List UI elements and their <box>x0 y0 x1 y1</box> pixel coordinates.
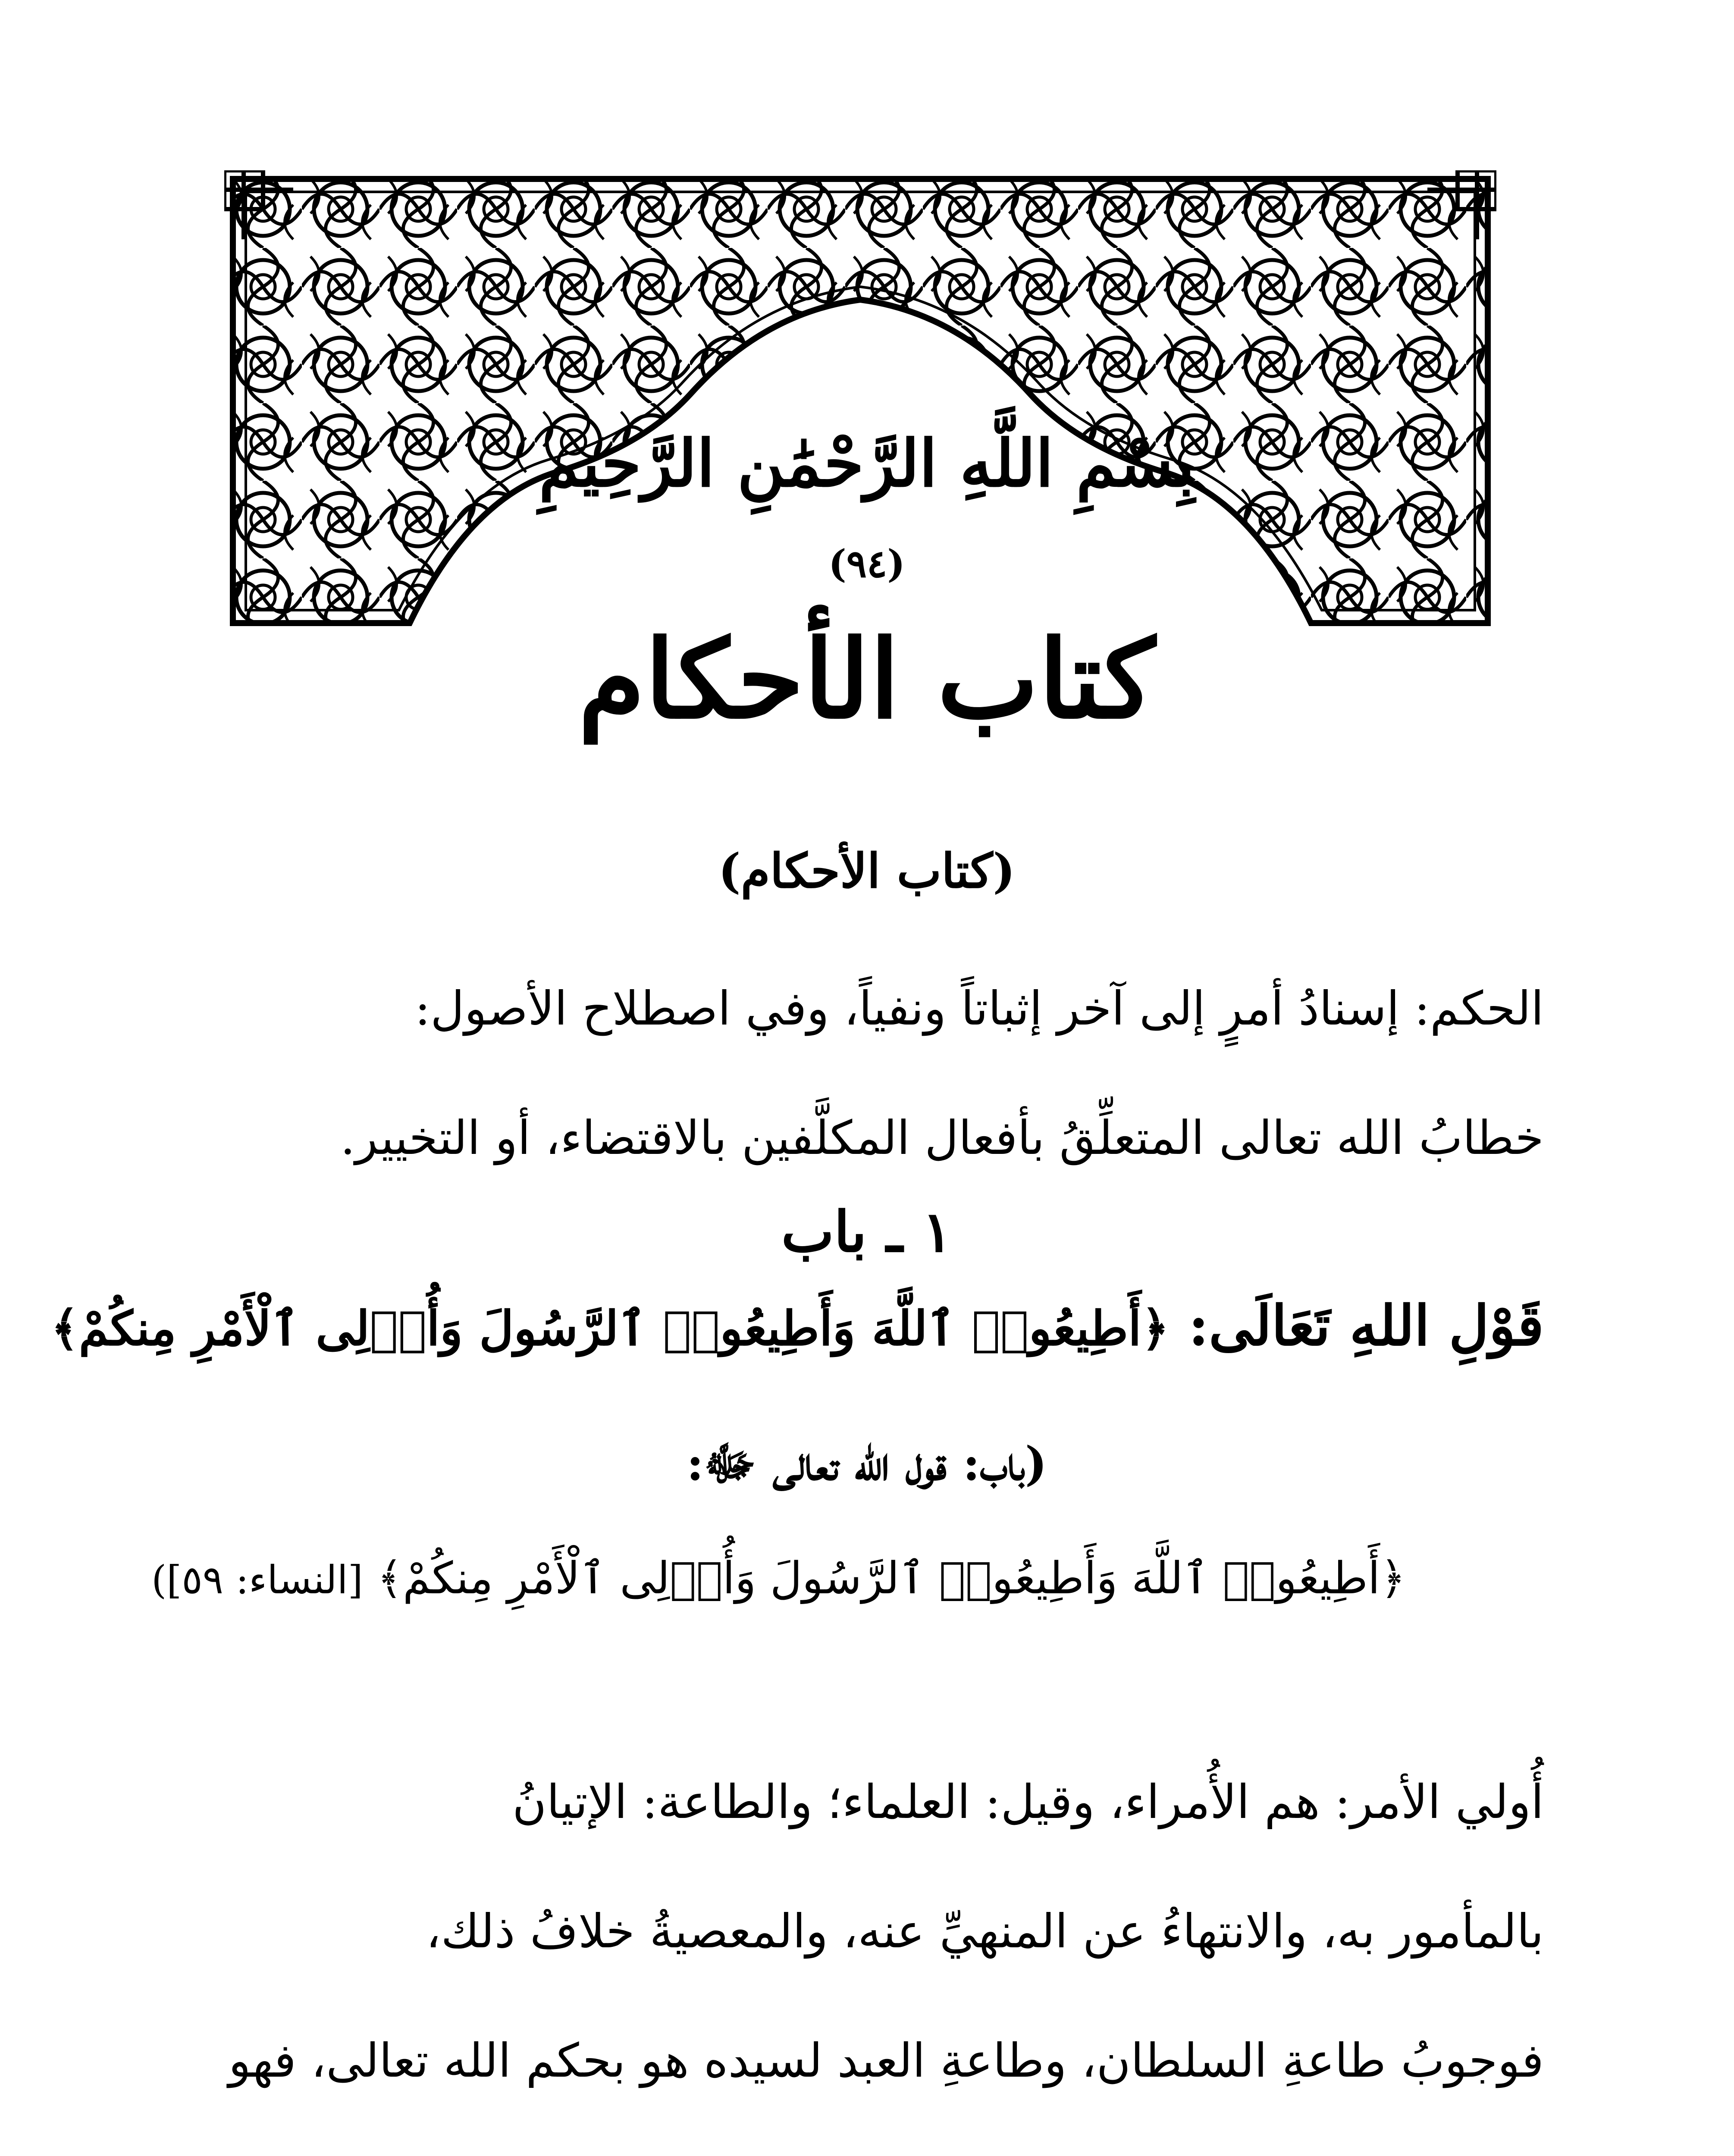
quran-verse <box>151 1552 1406 1604</box>
text-line: فوجوبُ طاعةِ السلطان، وطاعةِ العبد لسيده هو بحكم الله تعالى، فهو <box>228 2034 1544 2088</box>
text-line <box>190 2126 1544 2156</box>
chapter-title-verse: ﴿أَطِيعُوا۟ ٱللَّهَ وَأَطِيعُوا۟ ٱلرَّسُولَ وَأُو۟لِى ٱلْأَمْرِ مِنكُمْ﴾ <box>51 1300 1170 1356</box>
section-heading: (كتاب الأحكام) <box>718 843 1016 899</box>
chapter-title <box>51 1294 1544 1358</box>
book-number: (٩٤) <box>828 541 905 586</box>
book-title-calligraphy: كتاب الأحكام <box>578 616 1156 743</box>
verse-reference: [النساء: ٥٩]) <box>151 1557 363 1603</box>
definition-paragraph <box>190 944 1544 1203</box>
commentary-paragraph <box>190 1738 1544 2156</box>
verse-text: ﴿أَطِيعُوا۟ ٱللَّهَ وَأَطِيعُوا۟ ٱلرَّسُولَ وَأُو۟لِى ٱلْأَمْرِ مِنكُمْ﴾ <box>377 1553 1406 1604</box>
chapter-subheading: (باب: قول الله تعالى ﷻ: <box>687 1437 1047 1491</box>
text-line: خطابُ الله تعالى المتعلِّقُ بأفعال المكلَّفين بالاقتضاء، أو التخيير. <box>340 1111 1544 1165</box>
chapter-title-prefix: قَوْلِ اللهِ تَعَالَى: <box>1188 1294 1544 1358</box>
text-line: الحكم: إسنادُ أمرٍ إلى آخر إثباتاً ونفياً، وفي اصطلاح الأصول: <box>414 982 1544 1036</box>
basmala: بِسْمِ اللَّهِ الرَّحْمَٰنِ الرَّحِيمِ <box>539 426 1195 501</box>
chapter-number: ١ ـ باب <box>781 1199 953 1265</box>
text-line: بالمأمور به، والانتهاءُ عن المنهيِّ عنه، والمعصيةُ خلافُ ذلك، <box>426 1905 1544 1959</box>
text-line: أُولي الأمر: هم الأُمراء، وقيل: العلماء؛ والطاعة: الإتيانُ <box>512 1775 1544 1829</box>
